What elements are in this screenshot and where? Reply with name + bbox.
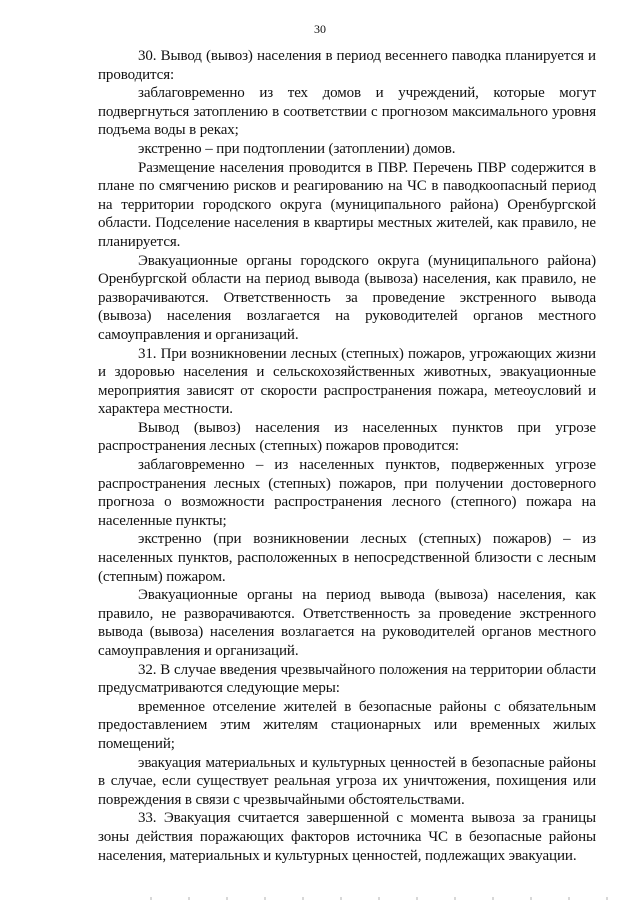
paragraph-31-evacuation-bodies: Эвакуационные органы на период вывода (вывоза) населения, как правило, не разворачиваются. Ответственность за проведение экстренного вывода (вывоза) населения возлагается на руководителей органов местного самоуправления и организаций. [98, 587, 596, 659]
paragraph-32-intro: 32. В случае введения чрезвычайного положения на территории области предусматриваются следующие меры: [98, 661, 596, 697]
paragraph-33-completion: 33. Эвакуация считается завершенной с момента вывоза за границы зоны действия поражающих факторов источника ЧС в безопасные районы населения, материальных и культурных ценностей, подлежащих эвакуации. [98, 810, 596, 864]
paragraph-32-values-evacuation: эвакуация материальных и культурных ценностей в безопасные районы в случае, если существует реальная угроза их уничтожения, похищения или повреждения в связи с чрезвычайными обстоятельствами. [98, 754, 596, 808]
paragraph-30-evacuation-bodies: Эвакуационные органы городского округа (муниципального района) Оренбургской области на период вывода (вывоза) населения, как правило, не разворачиваются. Ответственность за проведение экстренного вывода (вывоза) населения возлагается на руководителей органов местного самоуправления и организаций. [98, 252, 596, 343]
paragraph-31-emergency: экстренно (при возникновении лесных (степных) пожаров) – из населенных пунктов, расположенных в непосредственной близости с лесным (степным) пожаром. [98, 531, 596, 585]
scan-edge-marks [150, 897, 610, 900]
paragraph-31-withdrawal: Вывод (вывоз) населения из населенных пунктов при угрозе распространения лесных (степных) пожаров проводится: [98, 419, 596, 455]
paragraph-30-intro: 30. Вывод (вывоз) населения в период весеннего паводка планируется и проводится: [98, 48, 596, 83]
paragraph-30-advance: заблаговременно из тех домов и учреждений, которые могут подвергнуться затоплению в соответствии с прогнозом максимального уровня подъема воды в реках; [98, 85, 596, 139]
paragraph-30-emergency: экстренно – при подтоплении (затоплении) домов. [138, 140, 456, 157]
paragraph-32-resettlement: временное отселение жителей в безопасные районы с обязательным предоставлением этим жителям стационарных или временных жилых помещений; [98, 698, 596, 752]
paragraph-31-advance: заблаговременно – из населенных пунктов, подверженных угрозе распространения лесных (степных) пожаров, при получении достоверного прогноза о возможности распространения лесного (степного) пожара на населенные пункты; [98, 457, 596, 529]
paragraph-30-placement: Размещение населения проводится в ПВР. Перечень ПВР содержится в плане по смягчению рисков и реагированию на ЧС в паводкоопасный период на территории городского округа (муниципального района) Оренбургской области. Подселение населения в квартиры местных жителей, как правило, не планируется. [98, 159, 596, 250]
paragraph-31-intro: 31. При возникновении лесных (степных) пожаров, угрожающих жизни и здоровью населения и сельскохозяйственных животных, эвакуационные мероприятия зависят от скорости распространения пожара, метеоусловий и характера местности. [98, 345, 596, 418]
document-body [98, 47, 596, 865]
page-number: 30 [314, 22, 326, 36]
